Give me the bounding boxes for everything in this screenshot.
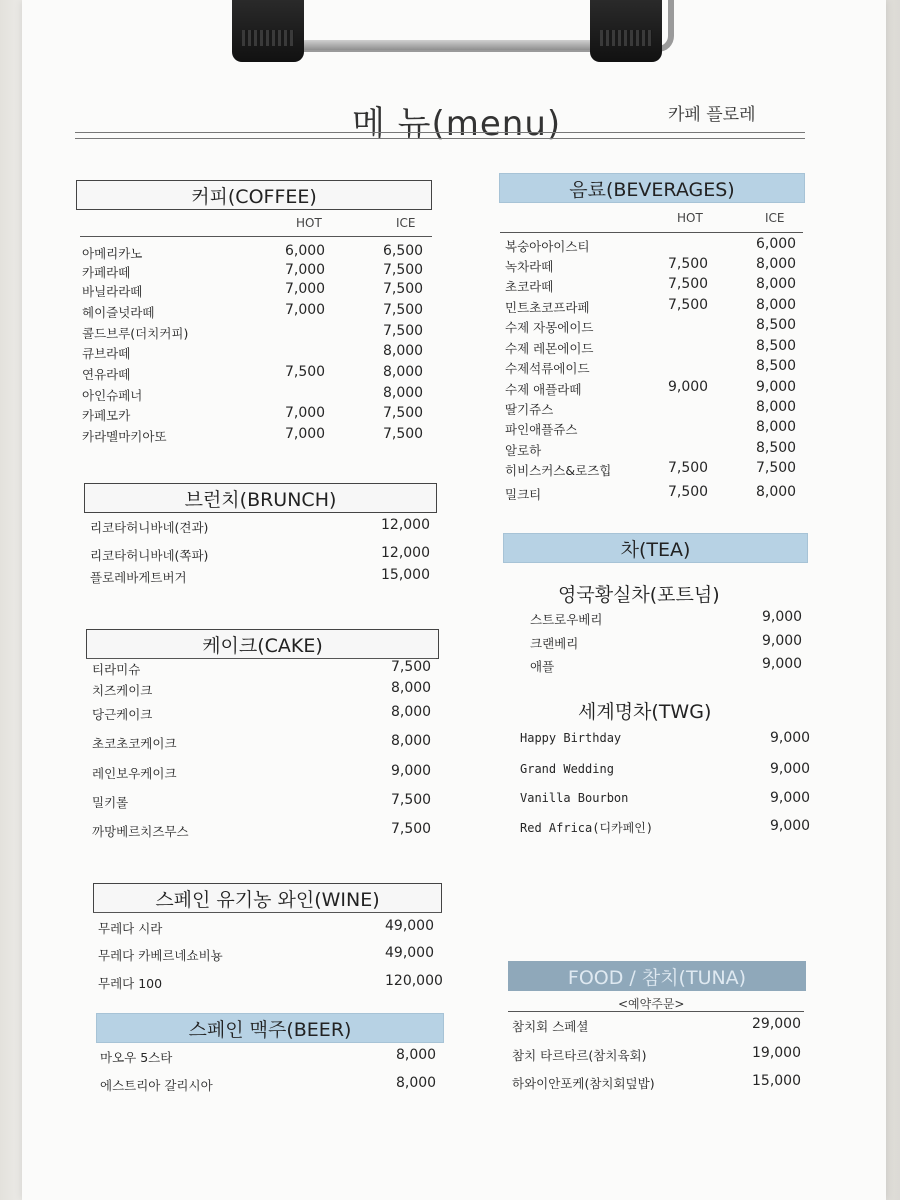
coffee-item-hot: 7,500 (285, 364, 326, 380)
beverages-item-name: 수제 애플라떼 (505, 382, 582, 397)
tea-twg-item-price: 9,000 (770, 818, 811, 834)
beverages-heading: 음료(BEVERAGES) (499, 173, 805, 203)
beer-item-name: 에스트리아 갈리시아 (100, 1078, 213, 1093)
wine-item-price: 49,000 (385, 945, 434, 961)
coffee-item-ice: 7,500 (383, 262, 424, 278)
brunch-item-price: 12,000 (381, 517, 430, 533)
coffee-item-name: 아메리카노 (82, 246, 143, 261)
brunch-item-price: 15,000 (381, 567, 430, 583)
beverages-item-name: 녹차라떼 (505, 259, 554, 274)
tea-royal-item-price: 9,000 (762, 633, 803, 649)
beverages-item-ice: 7,500 (756, 460, 797, 476)
beverages-item-ice: 8,000 (756, 419, 797, 435)
cake-item-price: 8,000 (391, 733, 432, 749)
coffee-item-ice: 8,000 (383, 385, 424, 401)
beverages-item-name: 수제석류에이드 (505, 361, 590, 376)
beverages-item-hot: 7,500 (668, 256, 709, 272)
food-item-price: 19,000 (752, 1045, 801, 1061)
clipboard-clip-left (232, 0, 304, 62)
coffee-item-hot: 6,000 (285, 243, 326, 259)
cake-item-name: 치즈케이크 (92, 683, 153, 698)
cake-item-name: 초코초코케이크 (92, 736, 177, 751)
beverages-item-name: 민트초코프라페 (505, 300, 590, 315)
cake-item-price: 7,500 (391, 659, 432, 675)
tea-twg-item-name: Happy Birthday (520, 731, 622, 745)
coffee-item-name: 카페모카 (82, 408, 131, 423)
cake-item-name: 당근케이크 (92, 707, 153, 722)
wine-item-name: 무레다 100 (98, 976, 163, 991)
cake-item-price: 9,000 (391, 763, 432, 779)
beverages-item-ice: 8,500 (756, 358, 797, 374)
tea-twg-item-name: Red Africa(디카페인) (520, 821, 654, 835)
coffee-item-name: 아인슈페너 (82, 388, 143, 403)
beverages-item-hot: 7,500 (668, 484, 709, 500)
beer-item-name: 마오우 5스타 (100, 1050, 173, 1065)
coffee-item-name: 콜드브루(더치커피) (82, 326, 189, 341)
beverages-col-hot: HOT (677, 211, 703, 225)
cake-item-price: 8,000 (391, 704, 432, 720)
tea-twg-item-price: 9,000 (770, 730, 811, 746)
clipboard-clip-right (590, 0, 662, 62)
brunch-item-name: 리코타허니바네(견과) (90, 520, 209, 535)
beverages-item-name: 복숭아아이스티 (505, 239, 590, 254)
cake-item-name: 티라미슈 (92, 662, 141, 677)
tea-twg-item-price: 9,000 (770, 761, 811, 777)
beverages-item-hot: 7,500 (668, 460, 709, 476)
coffee-col-ice: ICE (396, 216, 416, 230)
header-rule-bottom (75, 138, 805, 139)
coffee-item-ice: 8,000 (383, 343, 424, 359)
beverages-col-ice: ICE (765, 211, 785, 225)
coffee-item-name: 헤이즐넛라떼 (82, 305, 155, 320)
coffee-item-ice: 8,000 (383, 364, 424, 380)
beverages-item-ice: 6,000 (756, 236, 797, 252)
beverages-item-ice: 8,000 (756, 297, 797, 313)
brunch-item-name: 리코타허니바네(쪽파) (90, 548, 209, 563)
beverages-item-name: 밀크티 (505, 487, 542, 502)
tea-royal-item-name: 애플 (530, 659, 555, 674)
beer-item-price: 8,000 (396, 1075, 437, 1091)
menu-title: 메 뉴(menu) (352, 104, 562, 144)
beverages-item-name: 알로하 (505, 443, 542, 458)
wine-item-name: 무레다 시라 (98, 921, 163, 936)
brunch-item-name: 플로레바게트버거 (90, 570, 187, 585)
cake-item-name: 밀키롤 (92, 795, 129, 810)
beverages-divider (500, 232, 803, 233)
food-reservation-note: <예약주문> (618, 997, 685, 1011)
coffee-item-name: 바닐라라떼 (82, 284, 143, 299)
food-item-name: 하와이안포케(참치회덮밥) (512, 1076, 655, 1091)
tea-twg-item-name: Vanilla Bourbon (520, 791, 629, 805)
coffee-item-name: 큐브라떼 (82, 346, 131, 361)
tea-twg-item-price: 9,000 (770, 790, 811, 806)
beverages-item-name: 초코라떼 (505, 279, 554, 294)
coffee-item-ice: 6,500 (383, 243, 424, 259)
coffee-item-name: 카페라떼 (82, 265, 131, 280)
beverages-item-name: 딸기쥬스 (505, 402, 554, 417)
food-item-name: 참치 타르타르(참치육회) (512, 1048, 647, 1063)
beverages-item-ice: 8,000 (756, 399, 797, 415)
coffee-col-hot: HOT (296, 216, 322, 230)
beverages-item-hot: 9,000 (668, 379, 709, 395)
coffee-item-ice: 7,500 (383, 302, 424, 318)
royal-tea-subtitle: 영국황실차(포트넘) (558, 584, 720, 606)
tea-heading: 차(TEA) (503, 533, 808, 563)
food-item-price: 15,000 (752, 1073, 801, 1089)
coffee-item-hot: 7,000 (285, 426, 326, 442)
cake-item-price: 7,500 (391, 792, 432, 808)
twg-tea-subtitle: 세계명차(TWG) (578, 701, 712, 723)
coffee-item-hot: 7,000 (285, 281, 326, 297)
coffee-heading: 커피(COFFEE) (76, 180, 432, 210)
beverages-item-name: 파인애플쥬스 (505, 422, 578, 437)
tea-royal-item-name: 스트로우베리 (530, 612, 603, 627)
tea-twg-item-name: Grand Wedding (520, 762, 614, 776)
food-item-price: 29,000 (752, 1016, 801, 1032)
coffee-divider (80, 236, 432, 237)
beverages-item-name: 히비스커스&로즈힙 (505, 463, 612, 478)
header-rule-top (75, 132, 805, 133)
coffee-item-name: 연유라떼 (82, 367, 131, 382)
beverages-item-hot: 7,500 (668, 297, 709, 313)
food-heading: FOOD / 참치(TUNA) (508, 961, 806, 991)
coffee-item-ice: 7,500 (383, 426, 424, 442)
brunch-heading: 브런치(BRUNCH) (84, 483, 437, 513)
beverages-item-ice: 8,500 (756, 338, 797, 354)
coffee-item-ice: 7,500 (383, 323, 424, 339)
food-item-name: 참치회 스페셜 (512, 1019, 589, 1034)
clipboard-bar (300, 40, 600, 50)
tea-royal-item-name: 크랜베리 (530, 636, 579, 651)
coffee-item-name: 카라멜마키아또 (82, 429, 167, 444)
cake-item-price: 8,000 (391, 680, 432, 696)
coffee-item-hot: 7,000 (285, 405, 326, 421)
cake-item-name: 레인보우케이크 (92, 766, 177, 781)
coffee-item-hot: 7,000 (285, 302, 326, 318)
wine-item-name: 무레다 카베르네쇼비뇽 (98, 948, 223, 963)
beverages-item-ice: 8,000 (756, 484, 797, 500)
wine-heading: 스페인 유기농 와인(WINE) (93, 883, 442, 913)
cafe-name: 카페 플로레 (668, 105, 756, 125)
beer-item-price: 8,000 (396, 1047, 437, 1063)
cake-item-price: 7,500 (391, 821, 432, 837)
cake-divider (86, 658, 436, 659)
coffee-item-ice: 7,500 (383, 281, 424, 297)
coffee-item-hot: 7,000 (285, 262, 326, 278)
beverages-item-ice: 8,500 (756, 317, 797, 333)
food-divider (508, 1011, 804, 1012)
beverages-item-hot: 7,500 (668, 276, 709, 292)
tea-royal-item-price: 9,000 (762, 609, 803, 625)
beverages-item-ice: 8,000 (756, 256, 797, 272)
coffee-item-ice: 7,500 (383, 405, 424, 421)
wine-item-price: 49,000 (385, 918, 434, 934)
beverages-item-name: 수제 레몬에이드 (505, 341, 594, 356)
wine-item-price: 120,000 (385, 973, 443, 989)
cake-item-name: 까망베르치즈무스 (92, 824, 189, 839)
wine-divider (93, 912, 442, 913)
beverages-item-ice: 8,000 (756, 276, 797, 292)
beverages-item-ice: 8,500 (756, 440, 797, 456)
tea-royal-item-price: 9,000 (762, 656, 803, 672)
beverages-item-name: 수제 자몽에이드 (505, 320, 594, 335)
beer-heading: 스페인 맥주(BEER) (96, 1013, 444, 1043)
brunch-item-price: 12,000 (381, 545, 430, 561)
cake-heading: 케이크(CAKE) (86, 629, 439, 659)
beverages-item-ice: 9,000 (756, 379, 797, 395)
